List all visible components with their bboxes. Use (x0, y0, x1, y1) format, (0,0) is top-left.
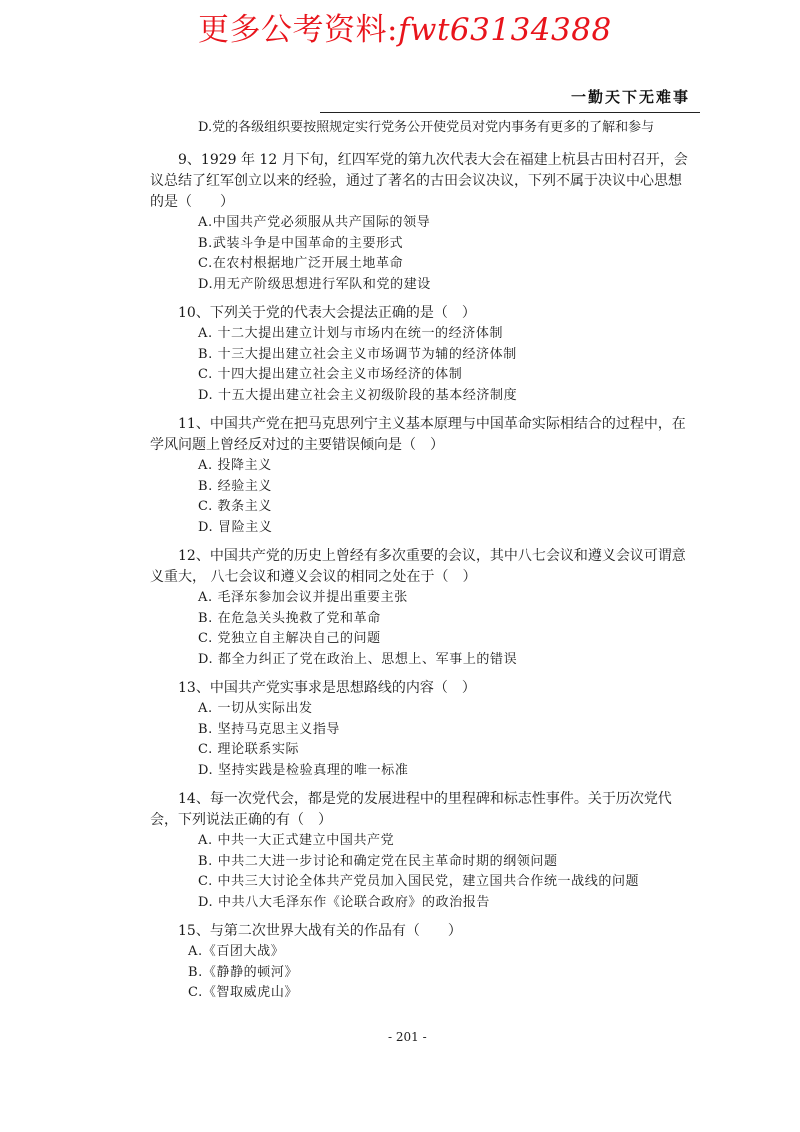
question-11 (150, 414, 695, 538)
question-13 (150, 678, 695, 781)
page-number: - 201 - (388, 1030, 427, 1044)
option-b: B. 坚持马克思主义指导 (198, 721, 341, 737)
option-list (198, 699, 695, 781)
question-stem: 11、中国共产党在把马克思列宁主义基本原理与中国革命实际相结合的过程中，在学风问题上曾经反对过的主要错误倾向是（ ） (150, 416, 686, 453)
question-stem: 10、下列关于党的代表大会提法正确的是（ ） (178, 305, 476, 321)
option-c: C. 理论联系实际 (198, 742, 300, 757)
carryover-option: D.党的各级组织要按照规定实行党务公开使党员对党内事务有更多的了解和参与 (198, 120, 655, 135)
option-b: B. 在危急关头挽救了党和革命 (198, 610, 381, 626)
watermark-cn: 更多公考资料: (198, 12, 398, 48)
option-d: D.用无产阶级思想进行军队和党的建设 (198, 276, 431, 292)
question-stem: 12、中国共产党的历史上曾经有多次重要的会议，其中八七会议和遵义会议可谓意义重大， 八七会议和遵义会议的相同之处在于（ ） (150, 548, 686, 585)
option-d: D. 冒险主义 (198, 519, 273, 535)
question-10 (150, 303, 695, 406)
option-a: A. 毛泽东参加会议并提出重要主张 (198, 590, 408, 605)
option-b: B.武装斗争是中国革命的主要形式 (198, 235, 404, 251)
question-stem: 15、与第二次世界大战有关的作品有（ ） (178, 923, 462, 939)
watermark-banner (198, 4, 612, 49)
question-14 (150, 789, 695, 913)
option-list (188, 942, 695, 1004)
header-title: 一勤天下无难事 (570, 88, 690, 106)
option-a: A. 中共一大正式建立中国共产党 (198, 833, 395, 848)
option-d: D. 坚持实践是检验真理的唯一标准 (198, 762, 409, 778)
option-a: A.《百团大战》 (188, 944, 285, 959)
option-c: C. 教条主义 (198, 499, 272, 514)
option-b: B.《静静的顿河》 (188, 964, 299, 980)
option-d: D. 中共八大毛泽东作《论联合政府》的政治报告 (198, 894, 491, 910)
question-12 (150, 546, 695, 670)
option-c: C. 中共三大讨论全体共产党员加入国民党，建立国共合作统一战线的问题 (198, 874, 640, 889)
option-list (198, 213, 695, 295)
question-stem: 14、每一次党代会，都是党的发展进程中的里程碑和标志性事件。关于历次党代会，下列说法正确的有（ ） (150, 791, 672, 828)
option-a: A. 十二大提出建立计划与市场内在统一的经济体制 (198, 326, 504, 341)
option-c: C.在农村根据地广泛开展土地革命 (198, 256, 404, 271)
option-b: B. 经验主义 (198, 478, 273, 494)
option-list (198, 831, 695, 913)
option-c: C. 党独立自主解决自己的问题 (198, 631, 381, 646)
page-content (150, 118, 695, 1012)
option-a: A. 一切从实际出发 (198, 701, 313, 716)
option-a: A.中国共产党必须服从共产国际的领导 (198, 215, 431, 230)
watermark-contact: fwt63134388 (397, 12, 612, 48)
question-9 (150, 150, 695, 295)
option-a: A. 投降主义 (198, 458, 272, 473)
question-stem: 13、中国共产党实事求是思想路线的内容（ ） (178, 680, 476, 696)
option-d: D. 十五大提出建立社会主义初级阶段的基本经济制度 (198, 387, 518, 403)
option-c: C. 十四大提出建立社会主义市场经济的体制 (198, 367, 463, 382)
option-b: B. 中共二大进一步讨论和确定党在民主革命时期的纲领问题 (198, 853, 558, 869)
option-list (198, 324, 695, 406)
option-d: D. 都全力纠正了党在政治上、思想上、军事上的错误 (198, 651, 518, 667)
running-header (320, 84, 700, 113)
option-b: B. 十三大提出建立社会主义市场调节为辅的经济体制 (198, 346, 517, 362)
option-list (198, 588, 695, 670)
option-c: C.《智取威虎山》 (188, 985, 299, 1000)
option-list (198, 456, 695, 538)
question-15 (150, 921, 695, 1004)
question-stem: 9、1929 年 12 月下旬，红四军党的第九次代表大会在福建上杭县古田村召开，会议总结了红军创立以来的经验，通过了著名的古田会议决议，下列不属于决议中心思想的是（ ） (150, 152, 688, 210)
